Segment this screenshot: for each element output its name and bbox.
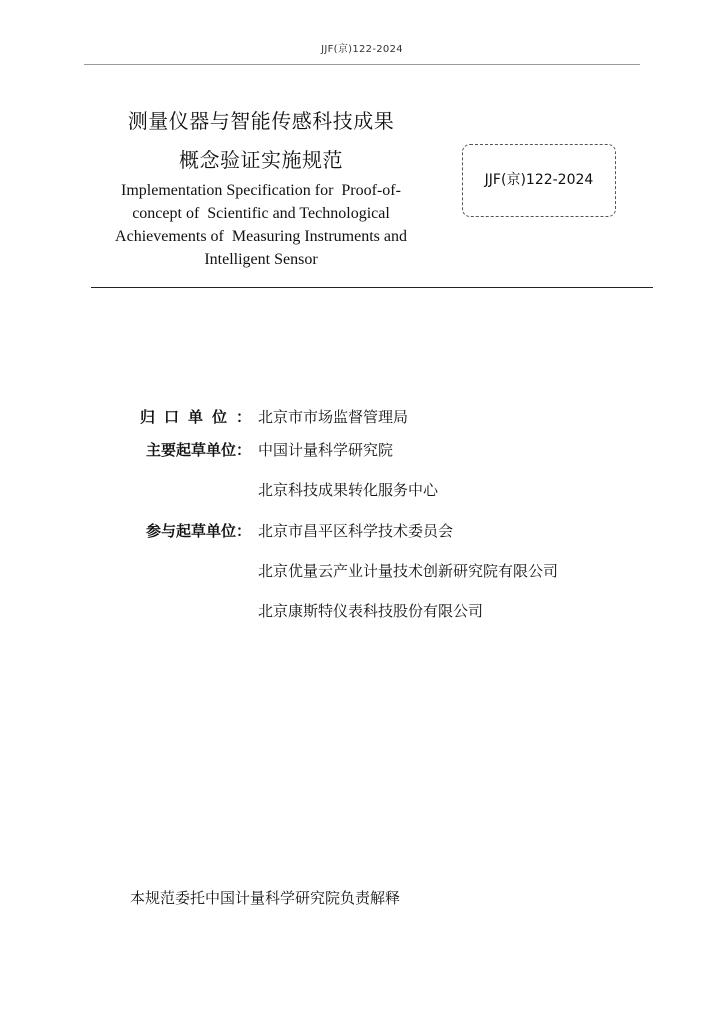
title-english-line-2: concept of Scientific and Technological [132, 205, 390, 222]
main-drafter-row [0, 438, 724, 462]
interpretation-note: 本规范委托中国计量科学研究院负责解释 [130, 889, 401, 907]
main-drafter-colon: ： [236, 441, 252, 459]
main-drafter-value-1: 中国计量科学研究院 [258, 441, 394, 459]
participating-drafter-colon: ： [236, 522, 252, 540]
main-drafter-row-2 [0, 478, 724, 502]
specification-code: JJF(京)122-2024 [484, 172, 594, 188]
title-english-line-1: Implementation Specification for Proof-of- [121, 182, 401, 199]
title-english [96, 179, 426, 271]
participating-drafter-value-3: 北京康斯特仪表科技股份有限公司 [258, 602, 484, 620]
specification-code-box [462, 144, 616, 217]
title-chinese-line-2: 概念验证实施规范 [179, 148, 343, 172]
running-header-code: JJF(京)122-2024 [321, 44, 403, 55]
participating-drafter-row-2 [0, 559, 724, 583]
participating-drafter-value-1: 北京市昌平区科学技术委员会 [258, 522, 454, 540]
responsible-unit-value: 北京市市场监督管理局 [258, 408, 409, 426]
title-english-line-4: Intelligent Sensor [204, 251, 318, 268]
responsible-unit-colon: ： [236, 408, 252, 426]
participating-drafter-row-3 [0, 599, 724, 623]
title-divider [91, 287, 653, 288]
responsible-unit-label: 归口单位 [139, 408, 236, 426]
responsible-unit-row [0, 405, 724, 429]
participating-drafter-row [0, 519, 724, 543]
participating-drafter-label: 参与起草单位 [145, 522, 236, 540]
main-drafter-label: 主要起草单位 [145, 441, 236, 459]
header-divider [84, 64, 640, 65]
main-drafter-value-2: 北京科技成果转化服务中心 [258, 481, 439, 499]
participating-drafter-value-2: 北京优量云产业计量技术创新研究院有限公司 [258, 562, 559, 580]
title-chinese-line-1: 测量仪器与智能传感科技成果 [127, 109, 395, 133]
title-block [96, 106, 426, 271]
title-english-line-3: Achievements of Measuring Instruments and [115, 228, 407, 245]
